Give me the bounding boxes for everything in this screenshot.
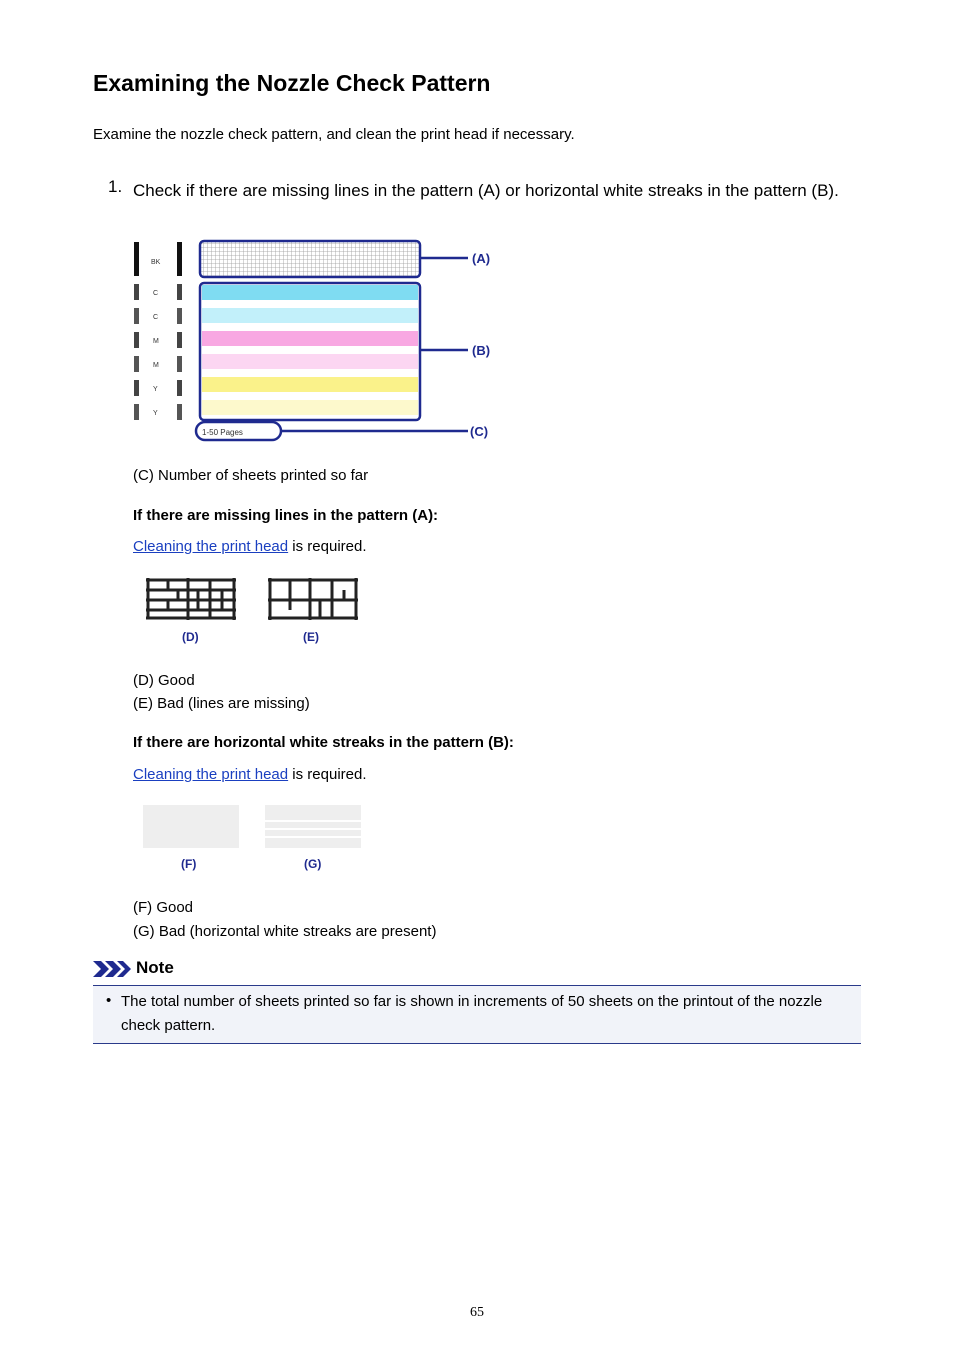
- bad-grid-e: [268, 578, 358, 620]
- caption-f: (F) Good: [133, 899, 194, 916]
- left-bar-c2: [134, 308, 139, 324]
- good-band-f: [143, 805, 239, 848]
- color-pattern-b: [200, 283, 420, 420]
- left-bar-c1: [134, 284, 139, 300]
- figure1-caption: (C) Number of sheets printed so far: [133, 467, 369, 484]
- note-label: Note: [136, 958, 174, 977]
- right-bar-c1: [177, 284, 182, 300]
- right-bar-c2: [177, 308, 182, 324]
- page-number: 65: [470, 1305, 484, 1320]
- row-label: Y: [153, 410, 158, 417]
- link-suffix: is required.: [288, 766, 367, 783]
- step-text: Check if there are missing lines in the pattern (A) or horizontal white streaks in the pattern (B).: [133, 181, 839, 200]
- link-suffix: is required.: [288, 538, 367, 555]
- cleaning-print-head-link[interactable]: Cleaning the print head: [133, 538, 289, 555]
- label-f: (F): [181, 857, 197, 871]
- callout-label-b: (B): [472, 343, 491, 358]
- cleaning-print-head-link[interactable]: Cleaning the print head: [133, 766, 289, 783]
- left-bar-bk: [134, 242, 139, 276]
- page-title: Examining the Nozzle Check Pattern: [93, 70, 491, 96]
- section-b-heading: If there are horizontal white streaks in the pattern (B):: [133, 734, 514, 751]
- row-label: C: [153, 314, 159, 321]
- caption-e: (E) Bad (lines are missing): [133, 695, 310, 712]
- caption-g: (G) Bad (horizontal white streaks are present): [133, 923, 437, 940]
- right-bar-y2: [177, 404, 182, 420]
- callout-label-c: (C): [470, 424, 489, 439]
- grid-examples-figure: [140, 572, 370, 648]
- nozzle-check-pattern-figure: [128, 232, 508, 447]
- right-bar-m1: [177, 332, 182, 348]
- callout-label-a: (A): [472, 251, 491, 266]
- step-number: 1.: [108, 177, 123, 196]
- page-count-text: 1-50 Pages: [202, 428, 243, 437]
- left-bar-y1: [134, 380, 139, 396]
- note-bullet: •: [106, 992, 112, 1009]
- left-bar-m2: [134, 356, 139, 372]
- right-bar-y1: [177, 380, 182, 396]
- streak-examples-figure: [140, 800, 370, 876]
- good-grid-d: [146, 578, 236, 620]
- section-a-heading: If there are missing lines in the pattern (A):: [133, 507, 439, 524]
- label-d: (D): [182, 630, 199, 644]
- note-text: The total number of sheets printed so far is shown in increments of 50 sheets on the printout of the nozzle check pattern.: [121, 993, 823, 1034]
- left-bar-y2: [134, 404, 139, 420]
- row-label: M: [153, 338, 159, 345]
- row-label: M: [153, 362, 159, 369]
- grid-pattern-a: [200, 241, 420, 277]
- section-b-instruction: [133, 766, 367, 783]
- label-g: (G): [304, 857, 322, 871]
- note-icon: [93, 961, 133, 977]
- right-bar-m2: [177, 356, 182, 372]
- bad-band-g: [265, 805, 361, 848]
- row-label: Y: [153, 386, 158, 393]
- label-e: (E): [303, 630, 319, 644]
- row-label: BK: [151, 259, 161, 266]
- row-label: C: [153, 290, 159, 297]
- left-bar-m1: [134, 332, 139, 348]
- right-bar-bk: [177, 242, 182, 276]
- caption-d: (D) Good: [133, 672, 195, 689]
- section-a-instruction: [133, 538, 367, 555]
- intro-text: Examine the nozzle check pattern, and clean the print head if necessary.: [93, 126, 575, 143]
